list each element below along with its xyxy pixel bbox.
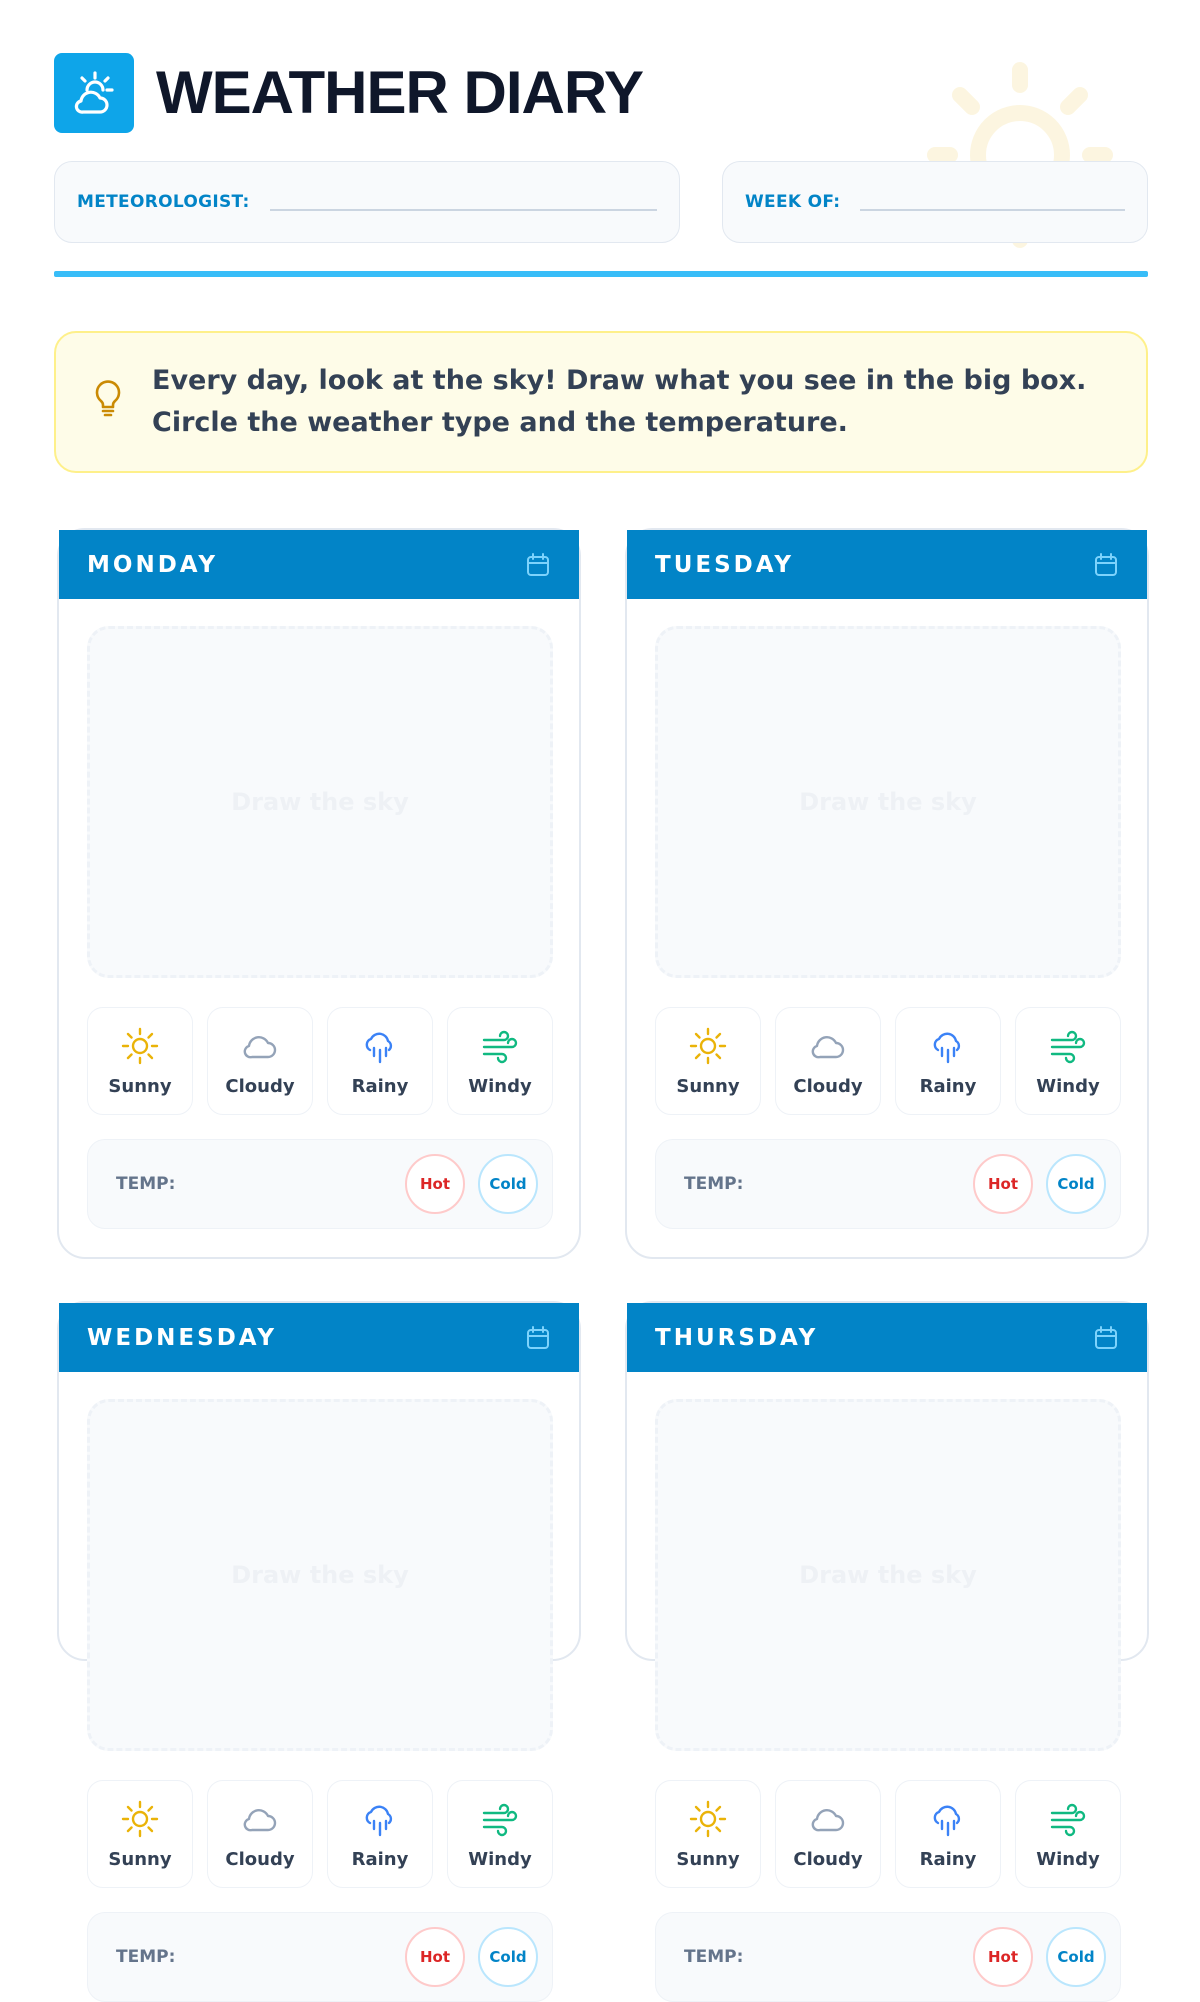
- weather-option-sunny[interactable]: [655, 1007, 761, 1115]
- day-name: TUESDAY: [655, 551, 794, 578]
- sky-drawing-area[interactable]: [87, 1399, 553, 1751]
- temperature-row: [655, 1912, 1121, 2002]
- weather-option-label: Rainy: [919, 1848, 977, 1870]
- meteorologist-field[interactable]: [54, 161, 680, 243]
- hot-option[interactable]: Hot: [405, 1154, 465, 1214]
- weather-type-options: [87, 1007, 553, 1115]
- weather-option-windy[interactable]: [447, 1007, 553, 1115]
- weather-option-label: Sunny: [676, 1075, 740, 1097]
- temp-label: TEMP:: [684, 1174, 744, 1194]
- rain-cloud-icon: [928, 1799, 968, 1839]
- weather-option-sunny[interactable]: [655, 1780, 761, 1888]
- day-card-thursday: [625, 1301, 1149, 1967]
- cold-option[interactable]: Cold: [1046, 1154, 1106, 1214]
- page-header: [54, 53, 643, 133]
- weather-option-label: Windy: [468, 1848, 532, 1870]
- hot-option[interactable]: Hot: [973, 1927, 1033, 1987]
- cold-option[interactable]: Cold: [478, 1154, 538, 1214]
- cloud-sun-icon: [54, 53, 134, 133]
- weather-option-windy[interactable]: [447, 1780, 553, 1888]
- weather-option-label: Rainy: [351, 1075, 409, 1097]
- cloud-icon: [808, 1026, 848, 1066]
- weather-option-rainy[interactable]: [327, 1780, 433, 1888]
- sky-drawing-area[interactable]: [655, 626, 1121, 978]
- day-card-header: [59, 1303, 579, 1372]
- instructions-text: Every day, look at the sky! Draw what you see in the big box. Circle the weather type and the temperature.: [152, 365, 1087, 438]
- weather-option-cloudy[interactable]: [775, 1007, 881, 1115]
- weather-option-label: Sunny: [676, 1848, 740, 1870]
- day-card-monday: [57, 528, 581, 1259]
- week-of-write-line[interactable]: [860, 209, 1125, 211]
- weather-option-windy[interactable]: [1015, 1780, 1121, 1888]
- cloud-icon: [240, 1799, 280, 1839]
- header-divider: [54, 271, 1148, 277]
- calendar-icon: [1093, 552, 1119, 578]
- weather-option-rainy[interactable]: [327, 1007, 433, 1115]
- temperature-row: [87, 1912, 553, 2002]
- hot-option[interactable]: Hot: [973, 1154, 1033, 1214]
- meteorologist-write-line[interactable]: [270, 209, 657, 211]
- calendar-icon: [1093, 1325, 1119, 1351]
- weather-option-cloudy[interactable]: [207, 1780, 313, 1888]
- week-of-label: WEEK OF:: [745, 192, 841, 212]
- temperature-row: [655, 1139, 1121, 1229]
- weather-option-label: Cloudy: [793, 1075, 863, 1097]
- day-card-header: [627, 1303, 1147, 1372]
- weather-option-rainy[interactable]: [895, 1780, 1001, 1888]
- day-name: THURSDAY: [655, 1324, 819, 1351]
- lightbulb-icon: [86, 374, 130, 418]
- weather-option-label: Cloudy: [225, 1075, 295, 1097]
- rain-cloud-icon: [360, 1026, 400, 1066]
- weather-option-windy[interactable]: [1015, 1007, 1121, 1115]
- sun-icon: [120, 1026, 160, 1066]
- temperature-row: [87, 1139, 553, 1229]
- week-of-field[interactable]: [722, 161, 1148, 243]
- day-card-tuesday: [625, 528, 1149, 1259]
- day-card-header: [627, 530, 1147, 599]
- weather-option-label: Rainy: [919, 1075, 977, 1097]
- temp-label: TEMP:: [684, 1947, 744, 1967]
- weather-option-rainy[interactable]: [895, 1007, 1001, 1115]
- draw-placeholder: Draw the sky: [799, 788, 977, 816]
- wind-icon: [480, 1799, 520, 1839]
- wind-icon: [480, 1026, 520, 1066]
- temp-label: TEMP:: [116, 1947, 176, 1967]
- draw-placeholder: Draw the sky: [799, 1561, 977, 1589]
- page-title: WEATHER DIARY: [156, 59, 643, 126]
- weather-option-label: Cloudy: [793, 1848, 863, 1870]
- day-card-header: [59, 530, 579, 599]
- weather-option-sunny[interactable]: [87, 1007, 193, 1115]
- weather-type-options: [87, 1780, 553, 1888]
- cold-option[interactable]: Cold: [478, 1927, 538, 1987]
- sun-icon: [688, 1026, 728, 1066]
- cold-option[interactable]: Cold: [1046, 1927, 1106, 1987]
- draw-placeholder: Draw the sky: [231, 1561, 409, 1589]
- wind-icon: [1048, 1026, 1088, 1066]
- cloud-icon: [808, 1799, 848, 1839]
- hot-option[interactable]: Hot: [405, 1927, 465, 1987]
- weather-option-label: Windy: [1036, 1075, 1100, 1097]
- weather-option-cloudy[interactable]: [207, 1007, 313, 1115]
- weather-option-label: Windy: [1036, 1848, 1100, 1870]
- sun-icon: [688, 1799, 728, 1839]
- rain-cloud-icon: [928, 1026, 968, 1066]
- instructions-banner: [54, 331, 1148, 473]
- weather-option-label: Sunny: [108, 1075, 172, 1097]
- sky-drawing-area[interactable]: [655, 1399, 1121, 1751]
- meteorologist-label: METEOROLOGIST:: [77, 192, 250, 212]
- weather-option-label: Cloudy: [225, 1848, 295, 1870]
- weather-option-label: Sunny: [108, 1848, 172, 1870]
- sun-icon: [120, 1799, 160, 1839]
- calendar-icon: [525, 1325, 551, 1351]
- weather-option-sunny[interactable]: [87, 1780, 193, 1888]
- day-card-wednesday: [57, 1301, 581, 1967]
- weather-option-label: Windy: [468, 1075, 532, 1097]
- temp-label: TEMP:: [116, 1174, 176, 1194]
- day-name: WEDNESDAY: [87, 1324, 278, 1351]
- weather-option-label: Rainy: [351, 1848, 409, 1870]
- rain-cloud-icon: [360, 1799, 400, 1839]
- cloud-icon: [240, 1026, 280, 1066]
- weather-type-options: [655, 1007, 1121, 1115]
- day-name: MONDAY: [87, 551, 219, 578]
- weather-type-options: [655, 1780, 1121, 1888]
- weather-option-cloudy[interactable]: [775, 1780, 881, 1888]
- wind-icon: [1048, 1799, 1088, 1839]
- calendar-icon: [525, 552, 551, 578]
- draw-placeholder: Draw the sky: [231, 788, 409, 816]
- sky-drawing-area[interactable]: [87, 626, 553, 978]
